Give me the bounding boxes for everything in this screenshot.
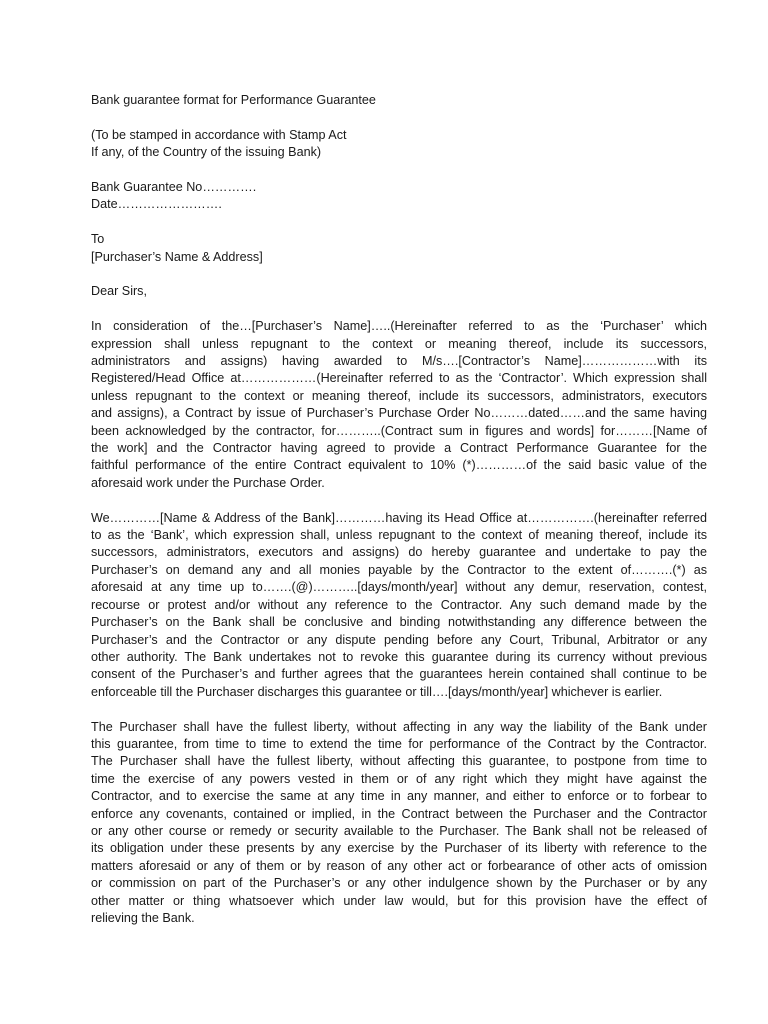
- paragraph-line: aforesaid work under the Purchase Order.: [91, 475, 325, 490]
- recipient-block: [91, 231, 707, 266]
- paragraph-line: time the exercise of any powers vested in them or of any right which they might have against the: [91, 771, 707, 786]
- paragraph-line: consent of the Purchaser’s and further agrees that the guarantees herein contained shall continue to be: [91, 667, 707, 682]
- paragraph-line: Registered/Head Office at………………(Hereinafter referred to as the ‘Contractor’. Which expression shall: [91, 371, 707, 386]
- stamp-note-line: (To be stamped in accordance with Stamp Act: [91, 127, 347, 142]
- purchaser-liberty-paragraph: [91, 719, 707, 928]
- paragraph-line: The Purchaser shall have the fullest liberty, without affecting in any way the liability of the Bank under: [91, 719, 707, 734]
- paragraph-line: In consideration of the…[Purchaser’s Name]…..(Hereinafter referred to as the ‘Purchaser’ which: [91, 319, 707, 334]
- paragraph-line: the work] and the Contractor having agreed to provide a Contract Performance Guarantee for the: [91, 441, 707, 456]
- paragraph-line: recourse or protest and/or without any reference to the Contractor. Any such demand made by the: [91, 597, 707, 612]
- paragraph-line: unless repugnant to the context or meaning thereof, include its successors, administrators, executors: [91, 388, 707, 403]
- paragraph-line: administrators and assigns) having awarded to M/s….[Contractor’s Name]………………with its: [91, 354, 707, 369]
- guarantee-number: Bank Guarantee No………….: [91, 180, 257, 194]
- paragraph-line: faithful performance of the entire Contract equivalent to 10% (*)…………of the said basic value of the: [91, 458, 707, 473]
- paragraph-line: aforesaid at any time up to…….(@)………..[days/month/year] without any demur, reservation, contest,: [91, 580, 707, 595]
- to-label: To: [91, 232, 105, 247]
- paragraph-line: relieving the Bank.: [91, 910, 195, 925]
- bank-undertaking-paragraph: [91, 510, 707, 701]
- paragraph-line: its obligation under these presents by any exercise by the Purchaser of its liberty with reference to the: [91, 841, 707, 856]
- stamp-note: [91, 127, 707, 162]
- recipient-address: [Purchaser’s Name & Address]: [91, 249, 263, 264]
- paragraph-line: The Purchaser shall have the fullest liberty, without affecting this guarantee, to postpone from time to: [91, 754, 707, 769]
- stamp-note-line: If any, of the Country of the issuing Bank): [91, 145, 322, 160]
- paragraph-line: Contractor, and to exercise the same at any time in any manner, and either to enforce or to forbear to: [91, 789, 707, 804]
- paragraph-line: Purchaser’s on demand any and all monies payable by the Contractor to the extent of……….(*) as: [91, 562, 707, 577]
- paragraph-line: or any other course or remedy or security available to the Purchaser. The Bank shall not be released of: [91, 823, 707, 838]
- paragraph-line: Purchaser’s and the Contractor or any dispute pending before any Court, Tribunal, Arbitrator or any: [91, 632, 707, 647]
- paragraph-line: successors, administrators, executors and assigns) do hereby guarantee and undertake to pay the: [91, 545, 707, 560]
- paragraph-line: other matter or thing whatsoever which under law would, but for this provision have the effect of: [91, 893, 707, 908]
- paragraph-line: enforceable till the Purchaser discharges this guarantee or till….[days/month/year] whichever is earlier.: [91, 684, 663, 699]
- paragraph-line: other authority. The Bank undertakes not to revoke this guarantee during its currency without previous: [91, 649, 707, 664]
- guarantee-date: Date…………………….: [91, 197, 222, 212]
- paragraph-line: We…………[Name & Address of the Bank]…………having its Head Office at…………….(hereinafter referred: [91, 510, 707, 525]
- paragraph-line: or commission on part of the Purchaser’s or any other indulgence shown by the Purchaser or by any: [91, 876, 707, 891]
- paragraph-line: and assigns), a Contract by issue of Purchaser’s Purchase Order No………dated……and the same having: [91, 406, 707, 421]
- paragraph-line: matters aforesaid or any of them or by reason of any other act or forbearance of other acts of omission: [91, 858, 707, 873]
- document-page: [91, 92, 707, 945]
- paragraph-line: enforce any covenants, contained or implied, in the Contract between the Purchaser and the Contractor: [91, 806, 707, 821]
- paragraph-line: been acknowledged by the contractor, for………..(Contract sum in figures and words] for………[Name of: [91, 423, 707, 438]
- salutation-block: [91, 283, 707, 300]
- paragraph-line: to as the ‘Bank’, which expression shall, unless repugnant to the context of meaning thereof, include its: [91, 528, 707, 543]
- paragraph-line: expression shall unless repugnant to the context or meaning thereof, include its successors,: [91, 336, 707, 351]
- document-title: Bank guarantee format for Performance Guarantee: [91, 93, 376, 107]
- consideration-paragraph: [91, 318, 707, 492]
- paragraph-line: this guarantee, from time to time to extend the time for performance of the Contract by the Contractor.: [91, 736, 707, 751]
- salutation: Dear Sirs,: [91, 284, 147, 299]
- guarantee-reference: [91, 179, 707, 214]
- paragraph-line: Purchaser’s on the Bank shall be conclusive and binding notwithstanding any difference between the: [91, 615, 707, 630]
- document-title-block: [91, 92, 707, 109]
